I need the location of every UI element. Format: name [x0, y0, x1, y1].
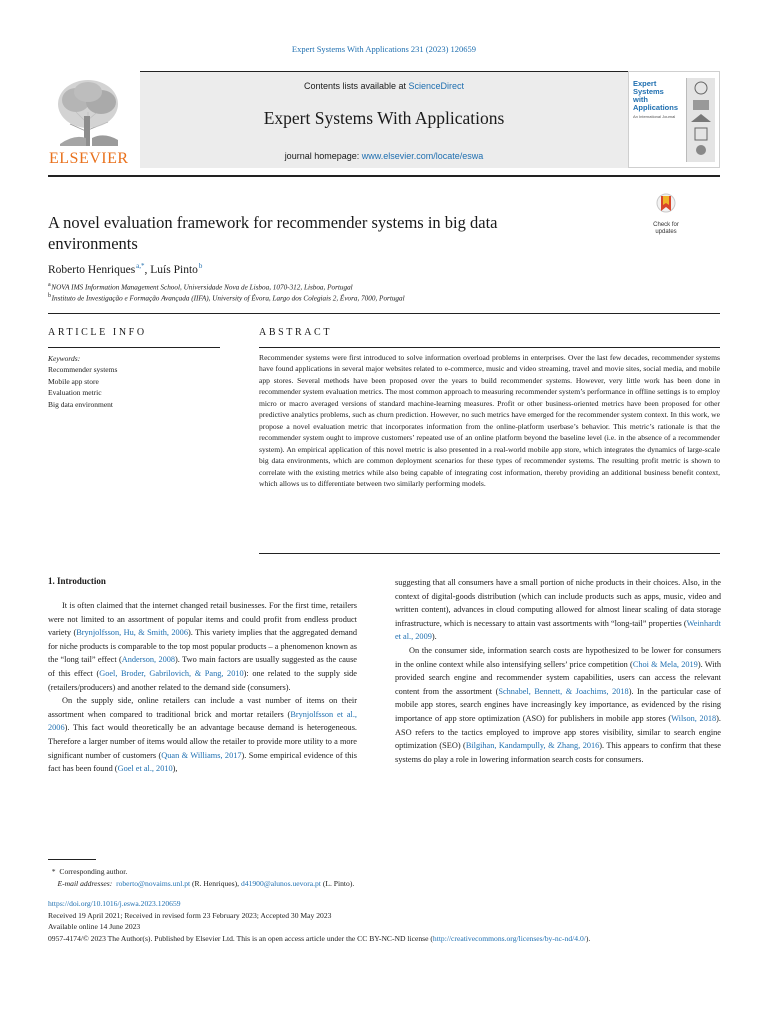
- affiliation-a: [48, 282, 353, 291]
- citation-link[interactable]: Goel et al., 2010: [117, 764, 173, 774]
- text-run: ). ASO refers to the tactics employed to improve app stores visibility, similar to search engine optimization (SEO) (: [395, 713, 721, 751]
- license-text: ).: [585, 933, 591, 943]
- abstract-heading: ABSTRACT: [259, 327, 333, 338]
- text-run: It is often claimed that the internet changed retail businesses. For the first time, retailers were not limited to an assortment of popular items and could profit from endless product variety (: [48, 601, 357, 638]
- article-title-line2: environments: [48, 234, 138, 253]
- article-info-rule: [48, 347, 220, 348]
- text-run: suggesting that all consumers have a small portion of niche products in their choices. Also, in the context of digital-goods distribution (which can include products such as apps, music, video and written content), advances in cloud computing allowed for almost linear scaling of data storage infrastructure, which is necessary to attain vast assortments with “long-tail” properties (: [395, 578, 721, 628]
- keywords-block: [48, 353, 117, 410]
- citation-link[interactable]: Brynjolfsson et al., 2006: [48, 709, 357, 733]
- affiliation-a-text: NOVA IMS Information Management School, Universidade Nova de Lisboa, 1070-312, Lisboa, Portugal: [51, 283, 353, 292]
- author-separator: ,: [144, 263, 151, 276]
- affiliation-b-text: Instituto de Investigação e Formação Avançada (IIFA), University of Évora, Largo dos Colegiais 2, Évora, 7000, Portugal: [51, 294, 405, 303]
- citation-link[interactable]: Goel, Broder, Gabrilovich, & Pang, 2010: [99, 668, 244, 678]
- footnote-star: *: [51, 867, 56, 876]
- contents-prefix: Contents lists available at: [303, 81, 409, 91]
- keywords-label: Keywords:: [48, 354, 81, 363]
- text-run: ).: [431, 632, 437, 642]
- citation-link[interactable]: Choi & Mela, 2019: [632, 659, 698, 669]
- keyword-item: Big data environment: [48, 399, 113, 409]
- available-online: Available online 14 June 2023: [48, 922, 141, 932]
- text-run: ). Some empirical evidence of this fact has been found (: [48, 750, 357, 774]
- sciencedirect-link[interactable]: ScienceDirect: [408, 81, 465, 91]
- introduction-heading: 1. Introduction: [48, 576, 106, 586]
- citation-link[interactable]: Anderson, 2008: [121, 655, 176, 665]
- check-for-updates-badge[interactable]: [646, 193, 686, 233]
- check-updates-line1: Check for: [653, 222, 679, 228]
- cover-title-4: Applications: [633, 103, 679, 112]
- license-statement: [48, 933, 720, 945]
- email-label: E-mail addresses:: [57, 879, 113, 888]
- keyword-item: Recommender systems: [48, 365, 118, 375]
- text-run: ): one related to the supply side (retailers/producers) and another related to the demand side (consumers).: [48, 668, 357, 692]
- text-run: On the consumer side, information search costs are hypothesized to be lower for consumers in the online context while also intensifying sellers’ price competition (: [395, 645, 721, 669]
- header-bottom-rule: [48, 175, 720, 177]
- intro-paragraph-1: [48, 599, 357, 694]
- author-1-affiliation-marker[interactable]: a,*: [136, 262, 145, 270]
- article-footer: [48, 898, 720, 944]
- info-top-rule: [48, 313, 720, 314]
- abstract-text: Recommender systems were first introduced to solve information overload problems in enterprises. Over the last few decades, recommender systems have found applications in several major websites related to e-commerce, music and video streaming, travel and movie sites, social media, and mobile app stores. Several methods have been proposed over the years to build recommender systems. However, very little work has been done in recommender system evaluation metrics. The most common approach to measuring recommender system’s performance in offline settings is to employ micro or macro averaged versions of standard machine-learning measures. Profit or other business-oriented metrics have been proposed for other predictive analytics problems, such as churn prediction. However, no such metrics have emerged for the recommender system context. In this work, we propose a novel evaluation metric that incorporates information from the online-platform userbase’s behavior. This metric’s rationale is that the recommender system ought to improve customers’ repeated use of an online platform beyond the baseline level (i.e. in the absence of a recommender system). An empirical application of this novel metric is also presented in a real-world mobile app store, which integrates the dynamics of large-scale big data environments, which are common deployment scenarios for these types of recommender systems. The resulting profit metric is shown to correlate with the existing metrics while also being capable of integrating cost information, thereby providing an additional business benefit context, which allows us to differentiate between two similarly performing models.: [259, 353, 720, 488]
- citation-link[interactable]: Schnabel, Bennett, & Joachims, 2018: [498, 686, 629, 696]
- text-run: ). This appears to confirm that these systems do play a role in lowering information search costs for consumers.: [395, 741, 721, 764]
- intro-paragraph-2: [48, 694, 357, 776]
- text-run: On the supply side, online retailers can include a vast number of items on their assortment when compared to traditional brick and mortar retailers (: [48, 696, 357, 719]
- text-run: ). This fact would theoretically be an advantage because demand is heterogeneous. Therefore a larger number of items would allow the retailer to provide more utility to a more significant number of customers (: [48, 723, 357, 760]
- article-info-heading: ARTICLE INFO: [48, 327, 147, 338]
- cover-title-3: with: [633, 95, 648, 104]
- intro-paragraph-3: [395, 644, 721, 766]
- affiliation-a-marker: a: [48, 282, 51, 288]
- cover-text-block: [633, 80, 685, 119]
- abstract-bottom-rule: [259, 553, 720, 554]
- text-run: ),: [172, 764, 178, 774]
- journal-cover-thumbnail[interactable]: [628, 71, 720, 168]
- keyword-item: Mobile app store: [48, 376, 99, 386]
- contents-line: [140, 81, 628, 91]
- text-run: ). Two main factors are usually suggested as the cause of this effect (: [48, 655, 357, 678]
- homepage-line: [140, 151, 628, 161]
- left-column: [48, 599, 357, 776]
- bookmark-icon: [655, 193, 677, 217]
- homepage-prefix: journal homepage:: [284, 151, 362, 161]
- license-link[interactable]: http://creativecommons.org/licenses/by-nc-nd/4.0/: [432, 933, 586, 943]
- email-link[interactable]: roberto@novaims.unl.pt: [116, 879, 191, 888]
- citation-link[interactable]: Wilson, 2018: [671, 713, 717, 723]
- email-owner: (R. Henriques),: [190, 879, 241, 888]
- author-2-affiliation-marker[interactable]: b: [198, 262, 203, 270]
- text-run: ). This variety implies that the aggregated demand for niche products is comparable to the top most popular products – a phenomenon known as the “long tail” effect (: [48, 628, 358, 665]
- author-1: Roberto Henriques: [48, 263, 136, 276]
- keyword-item: Evaluation metric: [48, 388, 102, 398]
- article-title: [48, 212, 608, 254]
- citation-link[interactable]: Brynjolfsson, Hu, & Smith, 2006: [76, 628, 188, 638]
- text-run: ). In the particular case of mobile app stores, search engines have increasingly key importance, as evidenced by the rising importance of app store optimization (ASO) for publishers in mobile app stores (: [395, 686, 721, 723]
- cover-title-1: Expert: [633, 79, 657, 88]
- doi-link[interactable]: https://doi.org/10.1016/j.eswa.2023.120659: [48, 899, 181, 908]
- corresponding-label: Corresponding author.: [59, 867, 128, 876]
- right-column: [395, 576, 721, 766]
- intro-paragraph-2-cont: [395, 576, 721, 644]
- author-2: Luís Pinto: [150, 263, 198, 276]
- article-title-line1: A novel evaluation framework for recommender systems in big data: [48, 213, 498, 232]
- elsevier-wordmark: ELSEVIER: [49, 150, 129, 167]
- citation-link[interactable]: Bilgihan, Kandampully, & Zhang, 2016: [465, 741, 600, 751]
- citation-link[interactable]: Quan & Williams, 2017: [161, 750, 242, 760]
- abstract-rule: [259, 347, 720, 348]
- cover-art-icon: [686, 78, 715, 162]
- received-dates: Received 19 April 2021; Received in revised form 23 February 2023; Accepted 30 May 2023: [48, 910, 332, 920]
- affiliation-b-marker: b: [48, 293, 51, 299]
- text-run: ). With provided search engine and recommender system capabilities, users can access the relevant content from the assortment (: [395, 659, 721, 696]
- citation-link[interactable]: Weinhardt et al., 2009: [395, 618, 721, 642]
- journal-title: Expert Systems With Applications: [263, 108, 505, 128]
- header-top-rule: [140, 71, 628, 72]
- cover-title-2: Systems: [633, 87, 664, 96]
- license-text: 0957-4174/© 2023 The Author(s). Published by Elsevier Ltd. This is an open access article under the CC BY-NC-ND license (: [48, 933, 433, 943]
- affiliation-b: [48, 293, 405, 302]
- email-addresses: [48, 878, 354, 890]
- corresponding-author-note: [48, 866, 354, 878]
- email-link[interactable]: d41900@alunos.uevora.pt: [240, 879, 321, 888]
- check-updates-line2: updates: [655, 229, 677, 235]
- running-head[interactable]: Expert Systems With Applications 231 (2023) 120659: [291, 44, 477, 54]
- email-owner: (L. Pinto).: [320, 879, 355, 888]
- journal-homepage-link[interactable]: www.elsevier.com/locate/eswa: [361, 151, 484, 161]
- footnote-rule: [48, 859, 96, 860]
- footnotes: [48, 866, 354, 890]
- author-list: [48, 262, 202, 276]
- cover-subtitle: An International Journal: [633, 114, 676, 119]
